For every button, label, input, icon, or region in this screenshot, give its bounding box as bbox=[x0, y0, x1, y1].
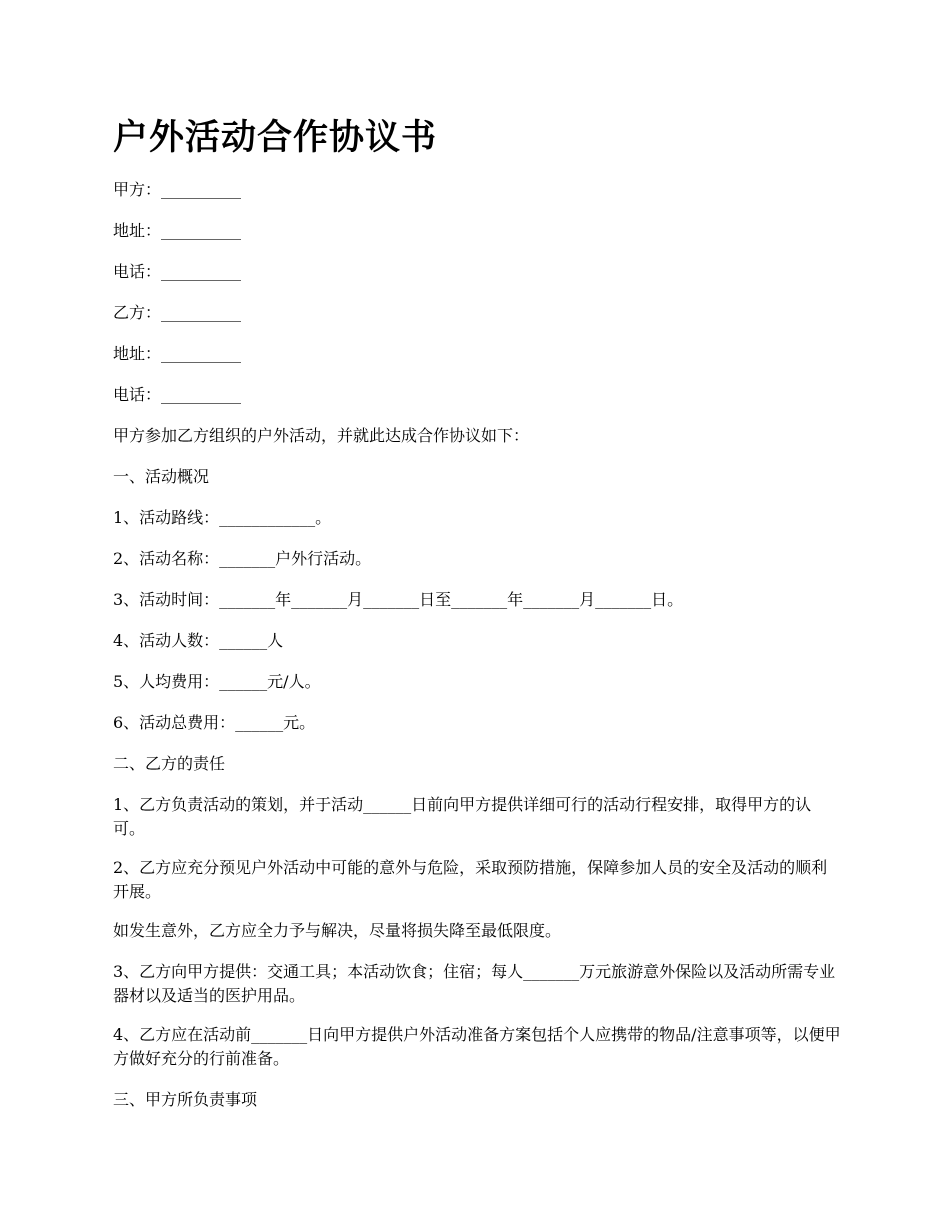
party-b-address-field: 地址：__________ bbox=[113, 344, 242, 363]
section-heading-party-b-duties: 二、乙方的责任 bbox=[113, 754, 226, 773]
overview-total-fee: 6、活动总费用：______元。 bbox=[113, 713, 316, 732]
document-title: 户外活动合作协议书 bbox=[113, 118, 438, 158]
party-a-phone-field: 电话：__________ bbox=[113, 262, 242, 281]
party-b-duty-2-continued: 如发生意外，乙方应全力予与解决，尽量将损失降至最低限度。 bbox=[113, 921, 562, 940]
party-a-field: 甲方：__________ bbox=[113, 180, 242, 199]
intro-paragraph: 甲方参加乙方组织的户外活动，并就此达成合作协议如下： bbox=[113, 426, 530, 445]
section-heading-party-a-duties: 三、甲方所负责事项 bbox=[113, 1090, 258, 1109]
overview-per-person-fee: 5、人均费用：______元/人。 bbox=[113, 672, 321, 691]
party-b-field: 乙方：__________ bbox=[113, 303, 242, 322]
section-heading-overview: 一、活动概况 bbox=[113, 467, 210, 486]
overview-headcount: 4、活动人数：______人 bbox=[113, 631, 284, 650]
party-b-duty-4: 4、乙方应在活动前_______日向甲方提供户外活动准备方案包括个人应携带的物品/注意事项等，以便甲方做好充分的行前准备。 bbox=[113, 1025, 841, 1068]
party-b-duty-1: 1、乙方负责活动的策划，并于活动______日前向甲方提供详细可行的活动行程安排，取得甲方的认可。 bbox=[113, 795, 812, 838]
overview-time: 3、活动时间：_______年_______月_______日至_______年_______月_______日。 bbox=[113, 590, 684, 609]
overview-route: 1、活动路线：____________。 bbox=[113, 508, 332, 527]
party-b-duty-3: 3、乙方向甲方提供：交通工具；本活动饮食；住宿；每人_______万元旅游意外保险以及活动所需专业器材以及适当的医护用品。 bbox=[113, 962, 836, 1005]
document-page bbox=[113, 112, 843, 1129]
party-a-address-field: 地址：__________ bbox=[113, 221, 242, 240]
party-b-phone-field: 电话：__________ bbox=[113, 385, 242, 404]
overview-name: 2、活动名称：_______户外行活动。 bbox=[113, 549, 372, 568]
party-b-duty-2: 2、乙方应充分预见户外活动中可能的意外与危险，采取预防措施，保障参加人员的安全及活动的顺利开展。 bbox=[113, 858, 828, 901]
